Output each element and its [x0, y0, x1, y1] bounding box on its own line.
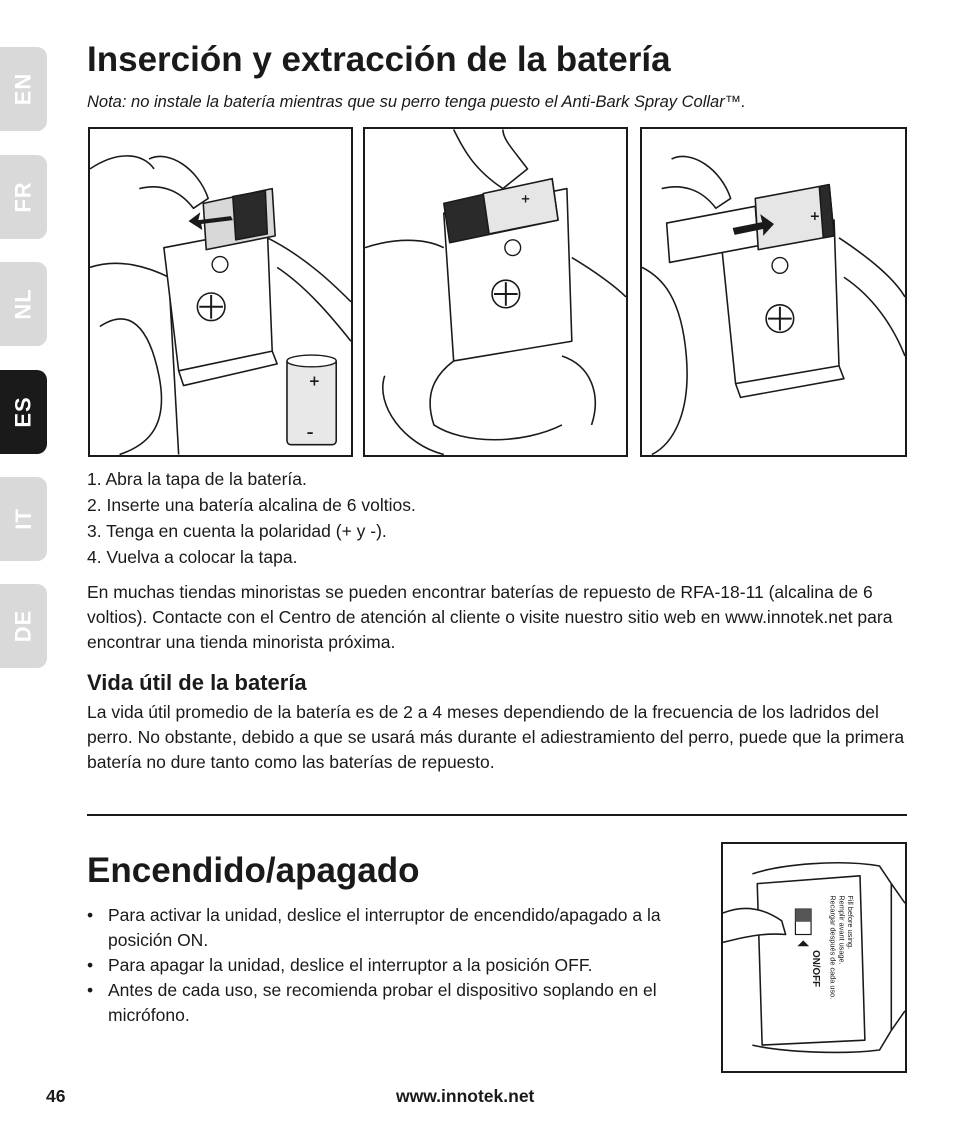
tab-it[interactable]	[0, 477, 47, 561]
tab-label: NL	[10, 288, 36, 320]
tab-label: ES	[10, 396, 36, 428]
svg-text:+: +	[520, 191, 531, 206]
tab-label: DE	[10, 609, 36, 643]
svg-text:+: +	[809, 209, 821, 225]
tab-label: FR	[10, 181, 36, 213]
collar-insert-battery-drawing	[365, 129, 626, 455]
battery-minus-label: –	[306, 424, 314, 441]
footer-website[interactable]: www.innotek.net	[396, 1086, 535, 1106]
device-label-line: Recargar después de cada uso.	[828, 895, 838, 1000]
power-bullets-list	[87, 903, 727, 1028]
collar-switch-drawing	[723, 844, 905, 1071]
collar-close-cover-drawing	[642, 129, 905, 455]
power-section-title: Encendido/apagado	[87, 851, 420, 890]
battery-life-heading: Vida útil de la batería	[87, 670, 307, 695]
device-label-line: Fill before using.	[846, 895, 856, 950]
battery-section-title: Inserción y extracción de la batería	[87, 40, 671, 79]
illustration-close-cover	[640, 127, 907, 457]
list-item: 3. Tenga en cuenta la polaridad (+ y -).	[87, 521, 387, 541]
replacement-battery-text: En muchas tiendas minoristas se pueden encontrar baterías de repuesto de RFA-18-11 (alcalina de 6 voltios). Contacte con el Centro de atención al cliente o visite nuestro sitio web en www.innotek.net para encontrar una tienda minorista próxima.	[87, 582, 893, 652]
list-item: • Para apagar la unidad, deslice el interruptor a la posición OFF.	[87, 953, 727, 978]
tab-es[interactable]	[0, 370, 47, 454]
tab-nl[interactable]	[0, 262, 47, 346]
battery-note: Nota: no instale la batería mientras que su perro tenga puesto el Anti-Bark Spray Collar™.	[87, 93, 746, 111]
switch-label: ON/OFF	[810, 950, 822, 988]
tab-label: EN	[10, 72, 36, 106]
list-item: 2. Inserte una batería alcalina de 6 voltios.	[87, 495, 416, 515]
section-divider	[87, 814, 907, 816]
tab-label: IT	[10, 508, 36, 530]
device-label-line: Remplir avant usage.	[837, 895, 847, 965]
list-item: 1. Abra la tapa de la batería.	[87, 469, 307, 489]
battery-plus-label: +	[308, 373, 321, 390]
illustration-insert-battery	[363, 127, 628, 457]
list-item: 4. Vuelva a colocar la tapa.	[87, 547, 298, 567]
collar-open-cover-drawing	[90, 129, 351, 455]
battery-life-text: La vida útil promedio de la batería es de 2 a 4 meses dependiendo de la frecuencia de los ladridos del perro. No obstante, debido a que se usará más durante el adiestramiento del perro, puede que la primera batería no dure tanto como las baterías de repuesto.	[87, 702, 905, 772]
illustration-open-cover	[88, 127, 353, 457]
tab-de[interactable]	[0, 584, 47, 668]
tab-fr[interactable]	[0, 155, 47, 239]
list-item: • Para activar la unidad, deslice el interruptor de encendido/apagado a la posición ON.	[87, 903, 727, 953]
illustration-on-off-switch	[721, 842, 907, 1073]
list-item: • Antes de cada uso, se recomienda probar el dispositivo soplando en el micrófono.	[87, 978, 727, 1028]
page-number: 46	[46, 1086, 66, 1106]
tab-en[interactable]	[0, 47, 47, 131]
battery-steps-list	[87, 466, 416, 570]
